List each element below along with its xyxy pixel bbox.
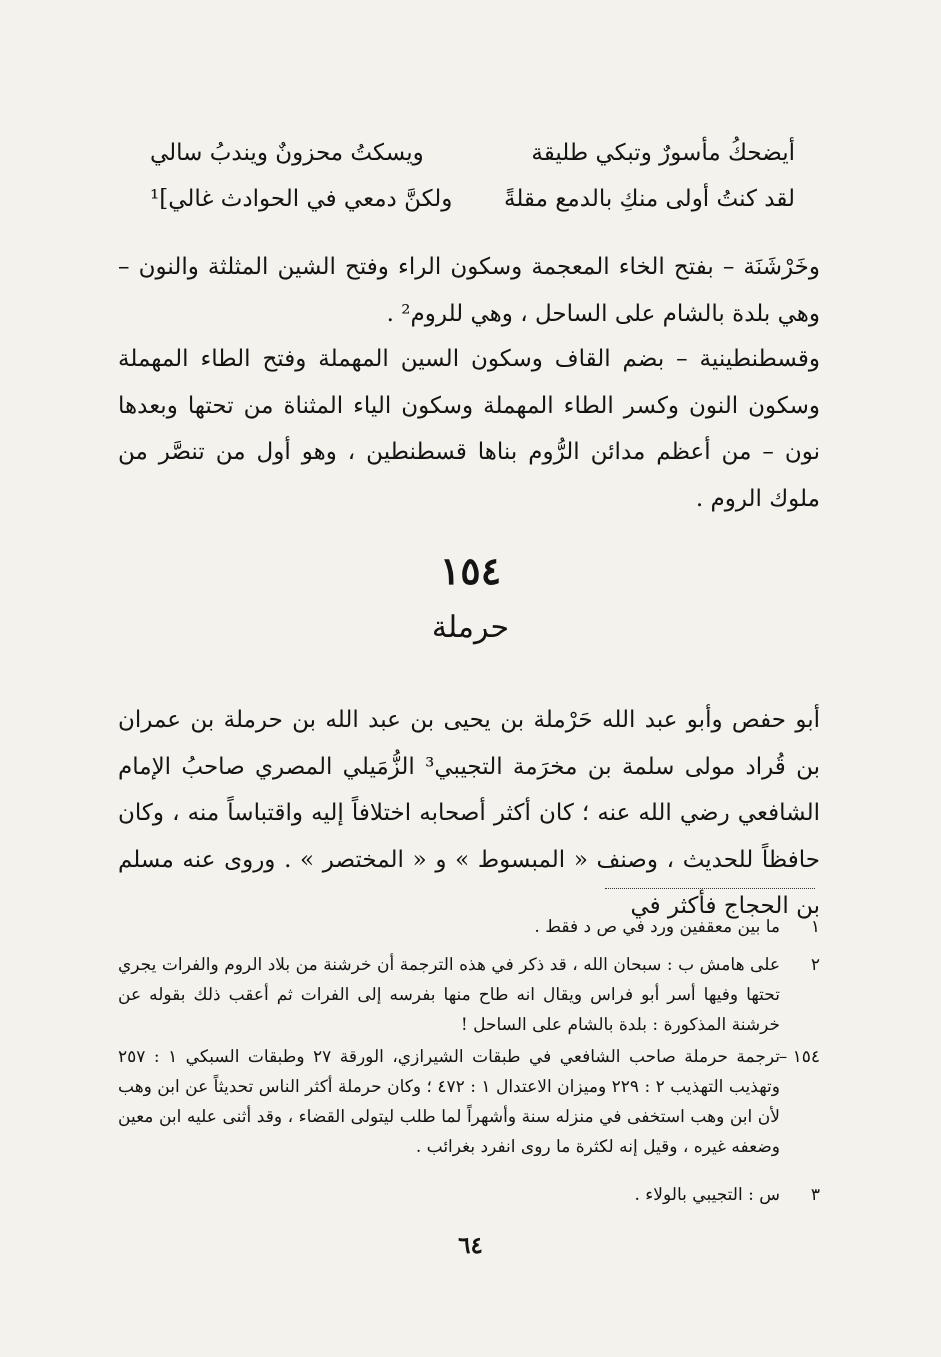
footnote-separator xyxy=(605,888,815,889)
verse-line-1 xyxy=(150,140,795,180)
footnote-number: ١٥٤ – xyxy=(778,1047,820,1067)
page-number: ٦٤ xyxy=(458,1232,483,1259)
footnote-text: على هامش ب : سبحان الله ، قد ذكر في هذه الترجمة أن خرشنة من بلاد الروم والفرات يجري تحتها وفيها أسر أبو فراس ويقال انه طاح منها بفرسه إلى الفرات ثم أعقب ذلك بقوله عن خرشنة المذكورة : بلدة بالشام على الساحل ! xyxy=(118,955,780,1035)
entry-number: ١٥٤ xyxy=(439,548,502,593)
verse-2-second-hemistich: ولكنَّ دمعي في الحوادث غالي]¹ xyxy=(150,186,453,212)
verse-1-first-hemistich: أيضحكُ مأسورٌ وتبكي طليقة xyxy=(531,140,795,166)
footnote-text: ترجمة حرملة صاحب الشافعي في طبقات الشيرازي، الورقة ٢٧ وطبقات السبكي ١ : ٢٥٧ وتهذيب التهذيب ٢ : ٢٢٩ وميزان الاعتدال ١ : ٤٧٢ ؛ وكان حرملة أكثر الناس تحديثاً عن ابن وهب لأن ابن وهب استخفى في منزله سنة وأشهراً لما طلب ليتولى القضاء ، وقد أثنى عليه ابن معين وضعفه غيره ، وقيل إنه لكثرة ما روى انفرد بغرائب . xyxy=(118,1047,780,1157)
footnote-text: ما بين معقفين ورد في ص د فقط . xyxy=(534,917,780,937)
footnote-entry-154 xyxy=(118,1042,820,1162)
footnote-number: ٢ xyxy=(810,955,820,975)
verse-2-first-hemistich: لقد كنتُ أولى منكِ بالدمع مقلةً xyxy=(503,186,795,212)
paragraph-constantinople: وقسطنطينية – بضم القاف وسكون السين المهملة وفتح الطاء المهملة وسكون النون وكسر الطاء المهملة وسكون الياء المثناة من تحتها وبعدها نون – من أعظم مدائن الرُّوم بناها قسطنطين ، وهو أول من تنصَّر من ملوك الروم . xyxy=(118,346,820,512)
footnote-3 xyxy=(118,1180,820,1210)
footnote-number: ٣ xyxy=(810,1185,820,1205)
footnote-2 xyxy=(118,950,820,1040)
footnote-number: ١ xyxy=(810,917,820,937)
verse-1-second-hemistich: ويسكتُ محزونٌ ويندبُ سالي xyxy=(150,140,424,166)
footnote-text: س : التجيبي بالولاء . xyxy=(634,1185,780,1205)
entry-title: حرملة xyxy=(431,610,510,645)
biography-paragraph: أبو حفص وأبو عبد الله حَرْملة بن يحيى بن عبد الله بن حرملة بن عمران بن قُراد مولى سلمة بن مخرَمة التجيبي³ الزُّمَيلي المصري صاحبُ الإمام الشافعي رضي الله عنه ؛ كان أكثر أصحابه اختلافاً إليه واقتباساً منه ، وكان حافظاً للحديث ، وصنف « المبسوط » و « المختصر » . وروى عنه مسلم بن الحجاج فأكثر في xyxy=(118,707,820,919)
verse-line-2 xyxy=(150,186,795,226)
footnote-1 xyxy=(118,912,820,942)
paragraph-kharshana: وخَرْشَنَة – بفتح الخاء المعجمة وسكون الراء وفتح الشين المثلثة والنون – وهي بلدة بالشام على الساحل ، وهي للروم² . xyxy=(118,254,820,327)
